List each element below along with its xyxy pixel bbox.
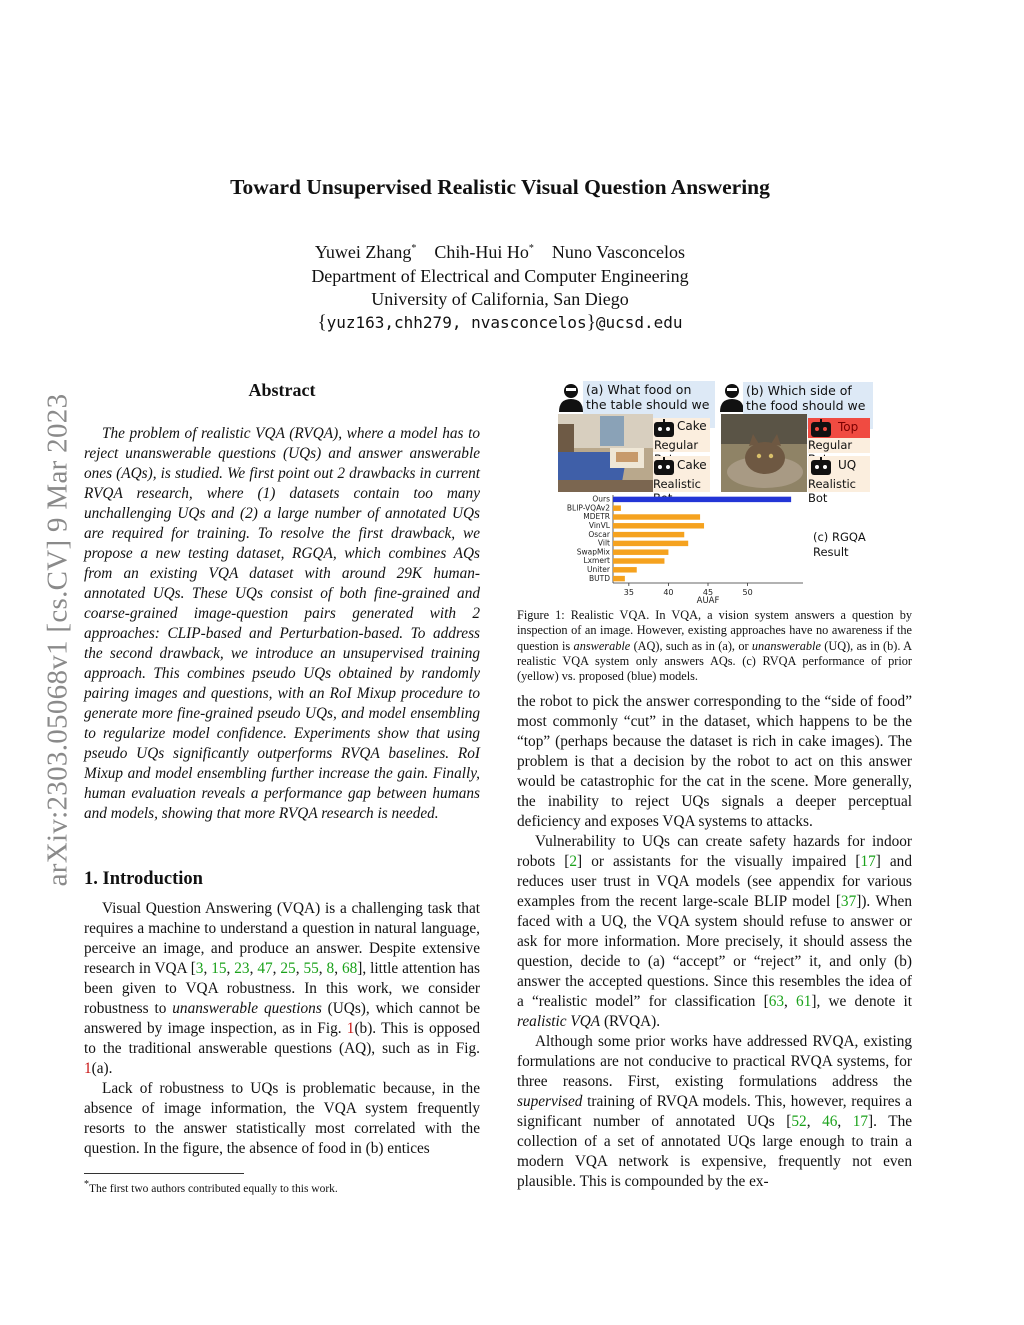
robot-icon bbox=[810, 457, 832, 475]
intro-paragraph-2: Lack of robustness to UQs is problematic because, in the absence of image information, the VQA system frequently resorts to the answer statistically most correlated with the question. In the figure, the absence of food in (b) entices bbox=[84, 1080, 480, 1157]
citation-link[interactable]: 23 bbox=[234, 960, 250, 977]
citation-link[interactable]: 17 bbox=[860, 853, 876, 870]
author-emails: {yuz163,chh279, nvasconcelos}@ucsd.edu bbox=[317, 312, 683, 333]
figure-ref-link[interactable]: 1 bbox=[84, 1060, 92, 1077]
citation-link[interactable]: 52 bbox=[791, 1113, 807, 1130]
x-tick-label: 45 bbox=[702, 588, 714, 597]
abstract-text: The problem of realistic VQA (RVQA), where a model has to reject unanswerable questions (UQs) and answer answerable ones (AQs), is studied. We first point out 2 drawbacks in current RVQA research, where (1) datasets contain too many unchallenging UQs and (2) a large number of annotated UQs are required for training. To resolve the first drawback, we propose a new testing dataset, RGQA, which combines AQs from an existing VQA dataset with around 29K human-annotated UQs. These UQs consist of both fine-grained and coarse-grained image-question pairs generated with 2 approaches: CLIP-based and Perturbation-based. To address the second drawback, we introduce an unsupervised training approach. This combines pseudo UQs obtained by randomly pairing images and questions, with an RoI Mixup procedure to generate more fine-grained pseudo UQs, and model ensembling to regularize model confidence. Experiments show that using pseudo UQs significantly outperforms RVQA baselines. RoI Mixup and model ensembling further increase the gain. Finally, human evaluation reveals a performance gap between humans and models, showing that more RVQA research is needed. bbox=[84, 425, 480, 822]
robot-icon bbox=[653, 457, 675, 475]
bar-oscar bbox=[613, 532, 684, 537]
figure-ref-link[interactable]: 1 bbox=[346, 1020, 355, 1037]
citation-link[interactable]: 68 bbox=[341, 960, 358, 977]
bar-mdetr bbox=[613, 514, 700, 519]
bar-blip-vqav2 bbox=[613, 505, 621, 510]
citation-link[interactable]: 37 bbox=[840, 893, 857, 910]
robot-icon bbox=[810, 419, 832, 437]
footnote-rule bbox=[84, 1173, 244, 1174]
citation-link[interactable]: 55 bbox=[303, 960, 319, 977]
realistic-bot-b: UQ Realistic Bot bbox=[808, 456, 870, 492]
bar-ours bbox=[613, 497, 791, 502]
author-1: Yuwei Zhang bbox=[314, 242, 412, 262]
category-label: Vilt bbox=[597, 538, 610, 548]
affiliation-dept: Department of Electrical and Computer Engineering bbox=[311, 266, 689, 286]
person-icon bbox=[557, 382, 585, 412]
footnote: *The first two authors contributed equally to this work. bbox=[84, 1179, 338, 1195]
bar-uniter bbox=[613, 567, 637, 572]
category-label: BUTD bbox=[589, 573, 610, 583]
robot-icon bbox=[653, 419, 675, 437]
citation-link[interactable]: 25 bbox=[280, 960, 296, 977]
affiliation-univ: University of California, San Diego bbox=[371, 289, 629, 309]
regular-bot-b-label: Regular bbox=[808, 438, 870, 453]
panel-c-label: (c) RGQA Result bbox=[813, 530, 866, 559]
arxiv-side-stamp: arXiv:2303.05068v1 [cs.CV] 9 Mar 2023 bbox=[41, 393, 74, 887]
question-b-bubble: (b) Which side of the food should we bbox=[743, 382, 873, 429]
photo-table-cake bbox=[558, 414, 653, 492]
category-label: SwapMix bbox=[576, 547, 610, 557]
citation-link[interactable]: 2 bbox=[569, 853, 578, 870]
category-label: Oscar bbox=[588, 529, 610, 539]
bar-butd bbox=[613, 576, 625, 581]
x-tick-label: 40 bbox=[663, 588, 674, 597]
section-heading-introduction: 1. Introduction bbox=[84, 869, 203, 889]
citation-link[interactable]: 63 bbox=[768, 993, 784, 1010]
bar-lxmert bbox=[613, 558, 664, 563]
photo-cat-bowl bbox=[721, 414, 807, 492]
citation-link[interactable]: 46 bbox=[822, 1113, 838, 1130]
bar-vinvl bbox=[613, 523, 704, 528]
x-tick-label: 50 bbox=[742, 588, 753, 597]
intro-paragraph-3: the robot to pick the answer corresponding to the “side of food” most commonly “cut” in the dataset, which happens to be the “top” (perhaps because the dataset is rich in cake images). The problem is that a decision by the robot to act on this answer would be catastrophic for the cat in the scene. More generally, the inability to reject UQs signals a deeper perceptual deficiency and exposes VQA systems to attacks. bbox=[517, 693, 912, 830]
author-list: Yuwei Zhang* Chih-Hui Ho* Nuno Vasconcelos bbox=[314, 242, 686, 262]
intro-left-column bbox=[84, 899, 480, 1159]
regular-bot-b-answer: Top bbox=[808, 418, 870, 438]
intro-paragraph-1: Visual Question Answering (VQA) is a challenging task that requires a machine to understand a question in natural language, perceive an image, and produce an answer. Despite extensive research in VQA [3, 15, 23, 47, 25, 55, 8, 68], little attention has been given to VQA robustness. In this work, we consider robustness to unanswerable questions (UQs), which cannot be answered by image inspection, as in Fig. 1(b). This is opposed to the traditional answerable questions (AQ), such as in Fig. 1(a). bbox=[84, 900, 480, 1077]
realistic-bot-a: Cake Realistic bbox=[653, 456, 710, 492]
category-label: Uniter bbox=[587, 565, 610, 575]
category-label: Lxmert bbox=[583, 556, 610, 566]
author-2: Chih-Hui Ho bbox=[434, 242, 529, 262]
category-label: VinVL bbox=[588, 521, 610, 531]
figure-1 bbox=[555, 378, 875, 606]
person-icon bbox=[718, 382, 746, 412]
citation-link[interactable]: 15 bbox=[211, 960, 227, 977]
citation-link[interactable]: 47 bbox=[257, 960, 273, 977]
intro-paragraph-5: Although some prior works have addressed RVQA, existing formulations are not conducive to practical RVQA systems, for three reasons. First, existing formulations address the supervised training of RVQA models. This, however, requires a significant number of annotated UQs [52, 46, 17]. The collection of a set of annotated UQs large enough to train a modern VQA network is expensive, frequently not even plausible. This is compounded by the ex- bbox=[517, 1033, 913, 1190]
figure-1-caption: Figure 1: Realistic VQA. In VQA, a vision system answers a question by inspection of an image. However, existing approaches have no awareness if the question is answerable (AQ), such as in (a), or unanswerable (UQ), as in (b). A realistic VQA system only answers AQs. (c) RVQA performance of prior (yellow) vs. proposed (blue) models. bbox=[517, 608, 913, 684]
paper-title: Toward Unsupervised Realistic Visual Question Answering bbox=[230, 175, 770, 199]
bar-vilt bbox=[613, 541, 688, 546]
citation-link[interactable]: 8 bbox=[326, 960, 335, 977]
category-label: BLIP-VQAv2 bbox=[566, 503, 610, 513]
citation-link[interactable]: 3 bbox=[195, 960, 204, 977]
intro-right-column bbox=[517, 692, 912, 1192]
citation-link[interactable]: 17 bbox=[852, 1113, 869, 1130]
author-3: Nuno Vasconcelos bbox=[551, 242, 686, 262]
category-label: MDETR bbox=[583, 512, 610, 522]
question-a-bubble: (a) What food on the table should we bbox=[583, 381, 715, 428]
regular-bot-a: Cake Regular bbox=[653, 418, 710, 452]
intro-paragraph-4: Vulnerability to UQs can create safety hazards for indoor robots [2] or assistants for the visually impaired [17] and reduces user trust in VQA models (see appendix for various examples from the recent large-scale BLIP model [37]). When faced with a UQ, the VQA system should refuse to answer or ask for more information. More precisely, it should assess the question, decide to (a) “accept” or “reject” it, and only (b) answer the accepted questions. Since this resembles the idea of a “realistic model” for classification [63, 61], we denote it realistic VQA (RVQA). bbox=[517, 833, 912, 1030]
x-tick-label: 35 bbox=[623, 588, 634, 597]
x-axis-label: AUAF bbox=[696, 596, 720, 606]
citation-link[interactable]: 61 bbox=[796, 993, 812, 1010]
abstract-heading: Abstract bbox=[248, 380, 316, 400]
bar-swapmix bbox=[613, 549, 668, 554]
category-label: Ours bbox=[592, 494, 610, 504]
